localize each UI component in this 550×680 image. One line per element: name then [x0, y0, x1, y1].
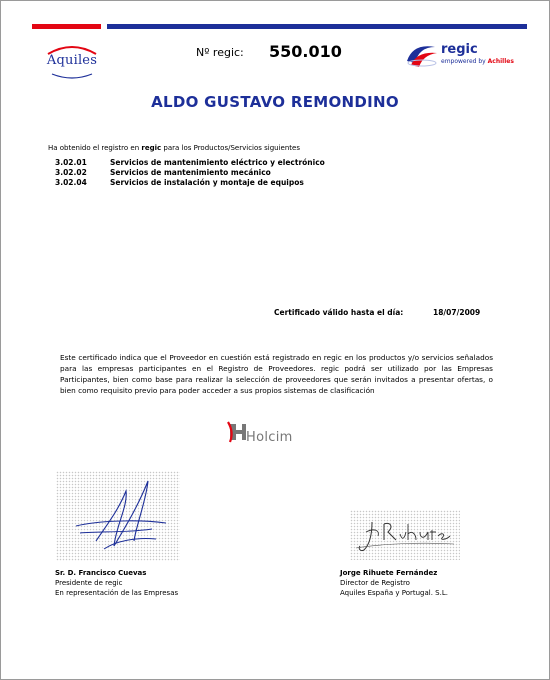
right-signer-name: Jorge Rihuete Fernández	[340, 569, 438, 577]
intro-bold: regic	[141, 144, 162, 152]
regic-logo-tagline	[441, 58, 514, 65]
right-signer-role: Director de Registro	[340, 579, 410, 587]
regic-logo	[405, 41, 515, 71]
right-signer	[340, 568, 448, 598]
left-signer-role: Presidente de regic	[55, 579, 123, 587]
certificate-body-text: Este certificado indica que el Proveedor en cuestión está registrado en regic en los productos y/o servicios señalados para las empresas participantes en el Registro de Proveedores. regic podrá ser utilizado por las Empresas Participantes, bien como base para realizar la selección de proveedores que serán invitados a presentar ofertas, o bien como requisito previo para poder acceder a sus propios sistemas de clasificación	[60, 353, 493, 395]
left-signer-name: Sr. D. Francisco Cuevas	[55, 569, 147, 577]
left-signer-org: En representación de las Empresas	[55, 589, 179, 597]
list-item	[55, 158, 325, 168]
list-item	[55, 178, 325, 188]
tagline-prefix: empowered by	[441, 58, 486, 65]
holcim-mark-icon	[226, 420, 248, 446]
holcim-logo-text: Holcim	[246, 430, 293, 445]
regic-swoosh-icon	[405, 41, 439, 69]
regic-number: 550.010	[269, 42, 342, 61]
right-signer-org: Aquiles España y Portugal. S.L.	[340, 589, 448, 597]
validity-date: 18/07/2009	[433, 308, 481, 317]
intro-text	[48, 144, 300, 152]
intro-after: para los Productos/Servicios siguientes	[161, 144, 300, 152]
list-item	[55, 168, 325, 178]
aquiles-logo	[44, 44, 100, 80]
left-signature-scribble	[56, 471, 180, 561]
left-signature	[56, 471, 180, 561]
left-signer	[55, 568, 178, 598]
provider-name: ALDO GUSTAVO REMONDINO	[151, 93, 399, 111]
service-description: Servicios de mantenimiento eléctrico y electrónico	[110, 158, 325, 167]
tagline-brand: Achilles	[487, 58, 514, 65]
service-code: 3.02.01	[55, 158, 87, 167]
service-code: 3.02.02	[55, 168, 87, 177]
right-signature-scribble	[350, 510, 460, 560]
holcim-logo	[226, 418, 306, 450]
right-signature	[350, 510, 460, 560]
services-list	[55, 158, 325, 188]
header-red-bar	[32, 24, 101, 29]
service-code: 3.02.04	[55, 178, 87, 187]
regic-number-label: Nº regic:	[196, 46, 244, 59]
regic-logo-text: regic	[441, 42, 478, 57]
service-description: Servicios de instalación y montaje de equipos	[110, 178, 304, 187]
validity-label: Certificado válido hasta el día:	[274, 308, 404, 317]
service-description: Servicios de mantenimiento mecánico	[110, 168, 271, 177]
header-blue-bar	[107, 24, 527, 29]
intro-before: Ha obtenido el registro en	[48, 144, 142, 152]
aquiles-logo-text: Aquiles	[46, 53, 98, 68]
